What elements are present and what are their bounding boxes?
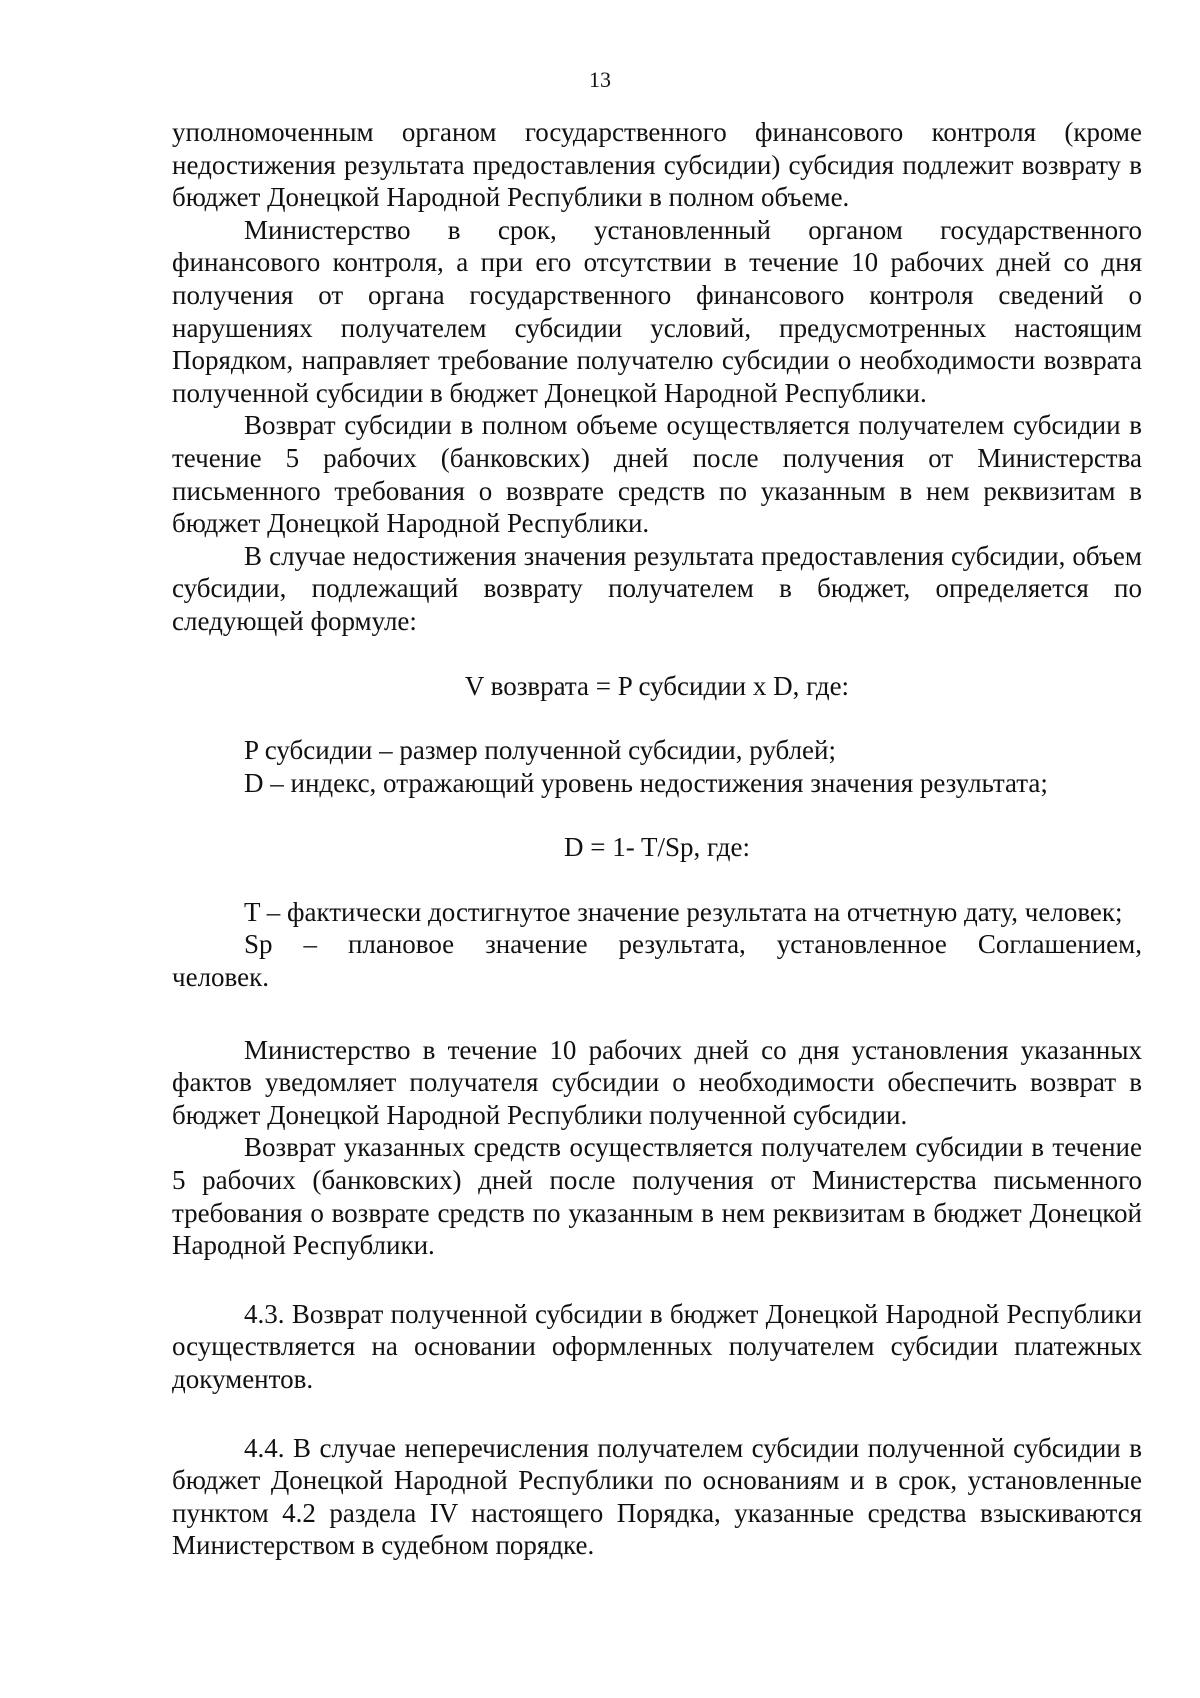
definition-sp-word: значение [485, 929, 588, 960]
page-number: 13 [589, 67, 611, 92]
document-body [172, 116, 1142, 1562]
paragraph-full-return: Возврат субсидии в полном объеме осуществляется получателем субсидии в течение 5 рабочих (банковских) дней после получения от Министерства письменного требования о возврате средств по указанным в нем реквизитам в бюджет Донецкой Народной Республики. [172, 410, 1142, 539]
spacer [172, 864, 1142, 896]
paragraph-formula-intro: В случае недостижения значения результата предоставления субсидии, объем субсидии, подлежащий возврату получателем в бюджет, определяется по следующей формуле: [172, 540, 1142, 636]
definition-sp-word: – [303, 929, 317, 960]
spacer [172, 799, 1142, 831]
spacer [172, 638, 1142, 670]
paragraph-4-3: 4.3. Возврат полученной субсидии в бюджет Донецкой Народной Республики осуществляется на основании оформленных получателем субсидии платежных документов. [172, 1298, 1142, 1394]
definition-sp-word: Sp [244, 929, 273, 960]
definition-p-subsidy: P субсидии – размер полученной субсидии, рублей; [244, 735, 836, 766]
paragraph-continuation: уполномоченным органом государственного финансового контроля (кроме недостижения результата предоставления субсидии) субсидия подлежит возврату в бюджет Донецкой Народной Республики в полном объеме. [172, 117, 1142, 213]
definition-d-index: D – индекс, отражающий уровень недостижения значения результата; [244, 767, 1048, 798]
definition-sp-word: результата, [618, 929, 746, 960]
definition-sp-word: плановое [347, 929, 455, 960]
definition-sp-continuation: человек. [172, 962, 269, 993]
paragraph-return-funds: Возврат указанных средств осуществляется получателем субсидии в течение 5 рабочих (банковских) дней после получения от Министерства письменного требования о возврате средств по указанным в нем реквизитам в бюджет Донецкой Народной Республики. [172, 1132, 1142, 1261]
spacer [172, 994, 1142, 1034]
spacer [172, 1262, 1142, 1298]
formula-d-index: D = 1- T/Sp, где: [564, 832, 750, 863]
spacer [172, 702, 1142, 734]
definition-t-actual: T – фактически достигнутое значение результата на отчетную дату, человек; [244, 896, 1123, 927]
paragraph-ministry-demand: Министерство в срок, установленный органом государственного финансового контроля, а при его отсутствии в течение 10 рабочих дней со дня получения от органа государственного финансового контроля сведений о нарушениях получателем субсидии условий, предусмотренных настоящим Порядком, направляет требование получателю субсидии о необходимости возврата полученной субсидии в бюджет Донецкой Народной Республики. [172, 214, 1142, 408]
definition-sp-word: Соглашением, [977, 929, 1142, 960]
definition-sp-planned-line [172, 928, 1142, 961]
paragraph-notification: Министерство в течение 10 рабочих дней со дня установления указанных фактов уведомляет получателя субсидии о необходимости обеспечить возврат в бюджет Донецкой Народной Республики полученной субсидии. [172, 1034, 1142, 1130]
paragraph-4-4: 4.4. В случае неперечисления получателем субсидии полученной субсидии в бюджет Донецкой Народной Республики по основаниям и в срок, установленные пунктом 4.2 раздела IV настоящего Порядка, указанные средства взыскиваются Министерством в судебном порядке. [172, 1432, 1142, 1561]
formula-return-volume: V возврата = P субсидии x D, где: [464, 670, 850, 701]
definition-sp-word: установленное [776, 929, 947, 960]
spacer [172, 1396, 1142, 1432]
